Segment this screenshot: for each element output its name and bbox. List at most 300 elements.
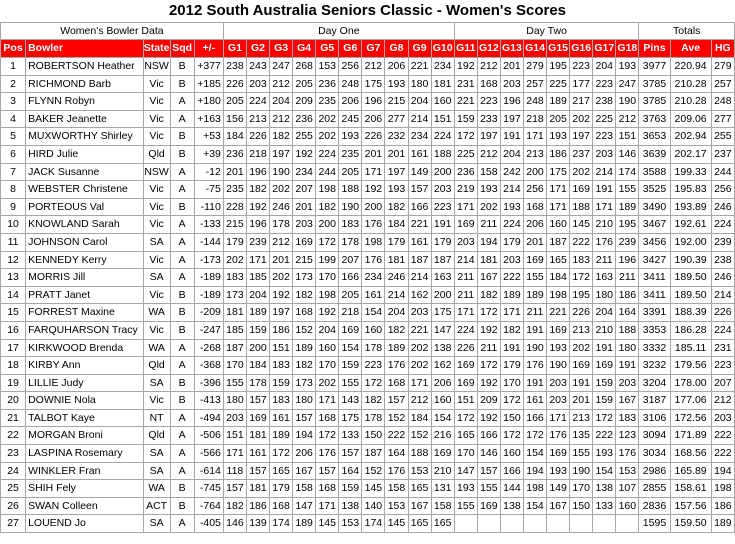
table-cell: 133 (593, 497, 616, 515)
table-cell: 163 (431, 269, 454, 287)
table-row (1, 181, 735, 199)
table-cell: 226 (711, 304, 734, 322)
table-cell: 242 (500, 163, 523, 181)
table-cell: 191 (523, 374, 546, 392)
table-cell: 147 (293, 497, 316, 515)
table-cell: 210.28 (670, 93, 711, 111)
table-cell: 154 (339, 339, 362, 357)
table-cell: 202 (316, 374, 339, 392)
table-cell: 190 (270, 163, 293, 181)
table-cell: 167 (547, 497, 570, 515)
table-cell: 3588 (639, 163, 670, 181)
table-cell: 180 (593, 286, 616, 304)
table-row (1, 58, 735, 76)
table-cell: 183 (570, 251, 593, 269)
table-cell: 200 (362, 198, 385, 216)
table-cell: 221 (408, 58, 431, 76)
table-cell (616, 515, 639, 533)
table-cell: 151 (431, 110, 454, 128)
table-cell: 192.00 (670, 233, 711, 251)
table-cell: SA (143, 233, 170, 251)
table-cell: 192 (246, 198, 269, 216)
table-cell: 192 (477, 409, 500, 427)
table-cell: 10 (1, 216, 26, 234)
table-cell: 154 (593, 462, 616, 480)
table-cell: 224 (246, 93, 269, 111)
table-cell: 139 (246, 515, 269, 533)
table-cell: 209 (477, 392, 500, 410)
table-cell: 201 (570, 392, 593, 410)
table-cell: 214 (593, 163, 616, 181)
table-cell: 187 (547, 233, 570, 251)
table-cell: 224 (500, 216, 523, 234)
table-cell: 159 (339, 480, 362, 498)
table-cell: B (170, 321, 194, 339)
table-cell: 174 (362, 515, 385, 533)
table-cell: 187 (362, 445, 385, 463)
table-cell: A (170, 93, 194, 111)
column-header: Pos (1, 40, 26, 58)
table-cell: LASPINA Rosemary (26, 445, 143, 463)
table-cell: 149 (408, 163, 431, 181)
table-cell: 174 (616, 163, 639, 181)
table-cell: 217 (570, 93, 593, 111)
table-cell: 189 (523, 286, 546, 304)
table-cell: +39 (194, 145, 223, 163)
table-cell: 145 (570, 216, 593, 234)
table-cell: 228 (223, 198, 246, 216)
table-cell: 244 (711, 163, 734, 181)
table-cell: 169 (431, 445, 454, 463)
table-cell: 193 (477, 181, 500, 199)
table-cell: 257 (523, 75, 546, 93)
table-cell: 9 (1, 198, 26, 216)
table-cell: -189 (194, 269, 223, 287)
table-cell: 176 (523, 357, 546, 375)
table-cell: -506 (194, 427, 223, 445)
table-cell: 197 (500, 110, 523, 128)
table-cell: 155 (477, 480, 500, 498)
table-cell: 201 (385, 145, 408, 163)
page-title: 2012 South Australia Seniors Classic - Women's Scores (168, 2, 567, 19)
table-cell: 223 (362, 357, 385, 375)
table-cell: 186 (270, 321, 293, 339)
table-cell: 225 (547, 75, 570, 93)
table-cell: 180 (408, 75, 431, 93)
table-cell: 191 (616, 357, 639, 375)
table-cell: 3034 (639, 445, 670, 463)
table-cell: 189 (616, 198, 639, 216)
table-cell: TALBOT Kaye (26, 409, 143, 427)
table-cell: 246 (385, 269, 408, 287)
table-cell: 157 (477, 462, 500, 480)
table-cell: 190 (547, 357, 570, 375)
table-cell: 4 (1, 110, 26, 128)
table-cell: -189 (194, 286, 223, 304)
table-cell: 201 (223, 163, 246, 181)
table-cell: 244 (316, 163, 339, 181)
table-cell: 202.17 (670, 145, 711, 163)
table-cell: 189 (385, 339, 408, 357)
table-row (1, 233, 735, 251)
table-cell: NSW (143, 58, 170, 76)
column-header: Pins (639, 40, 670, 58)
table-cell: 202 (270, 181, 293, 199)
table-cell: 192 (477, 321, 500, 339)
table-cell: 107 (616, 480, 639, 498)
table-cell: 1 (1, 58, 26, 76)
table-cell: 15 (1, 304, 26, 322)
table-cell: 3106 (639, 409, 670, 427)
table-cell: 209 (293, 93, 316, 111)
table-cell: 3977 (639, 58, 670, 76)
table-cell: 200 (246, 339, 269, 357)
table-cell: Vic (143, 251, 170, 269)
table-cell: 210.28 (670, 75, 711, 93)
table-cell: 194 (293, 427, 316, 445)
table-cell: 197 (270, 145, 293, 163)
table-cell: 221 (547, 304, 570, 322)
table-cell: 180 (616, 339, 639, 357)
table-cell: 176 (316, 445, 339, 463)
table-cell: 143 (339, 392, 362, 410)
table-row (1, 374, 735, 392)
table-cell: ACT (143, 497, 170, 515)
table-cell: 192 (293, 145, 316, 163)
table-cell: 167 (408, 497, 431, 515)
table-cell: 200 (316, 216, 339, 234)
table-cell: 198 (316, 181, 339, 199)
table-cell: 239 (711, 233, 734, 251)
table-cell: 155 (616, 181, 639, 199)
table-cell: 221 (408, 216, 431, 234)
table-cell: 169 (339, 321, 362, 339)
table-cell: 212 (477, 58, 500, 76)
table-cell: 169 (454, 216, 477, 234)
table-cell: A (170, 216, 194, 234)
table-cell: 164 (385, 445, 408, 463)
table-cell: A (170, 357, 194, 375)
table-cell: B (170, 374, 194, 392)
table-cell: 169 (454, 357, 477, 375)
table-cell: 159.50 (670, 515, 711, 533)
table-cell: 171 (408, 374, 431, 392)
table-cell: 185.11 (670, 339, 711, 357)
table-cell: 186 (246, 497, 269, 515)
table-cell: 152 (362, 462, 385, 480)
table-cell: 214 (408, 269, 431, 287)
table-cell: 218 (523, 110, 546, 128)
table-cell: Vic (143, 75, 170, 93)
table-cell (570, 515, 593, 533)
table-cell: A (170, 163, 194, 181)
column-header: G14 (523, 40, 546, 58)
table-row (1, 515, 735, 533)
table-cell: 184 (246, 357, 269, 375)
column-header: G17 (593, 40, 616, 58)
table-cell: FARQUHARSON Tracy (26, 321, 143, 339)
table-cell: 234 (362, 269, 385, 287)
table-cell: 179 (500, 357, 523, 375)
table-cell: -413 (194, 392, 223, 410)
table-cell: 201 (500, 58, 523, 76)
table-cell: 203 (223, 409, 246, 427)
table-row (1, 286, 735, 304)
table-cell: Vic (143, 216, 170, 234)
table-cell: 164 (616, 304, 639, 322)
table-cell: 171 (500, 304, 523, 322)
table-cell: 202 (223, 251, 246, 269)
table-cell: 236 (316, 75, 339, 93)
table-cell: KIRKWOOD Brenda (26, 339, 143, 357)
table-cell: 171 (593, 198, 616, 216)
table-cell: 3411 (639, 269, 670, 287)
table-cell (500, 515, 523, 533)
table-cell: 184 (408, 409, 431, 427)
table-cell: 8 (1, 181, 26, 199)
table-cell: 203 (547, 374, 570, 392)
table-cell: 198 (316, 286, 339, 304)
table-cell: 138 (500, 497, 523, 515)
table-cell: 159 (339, 357, 362, 375)
table-cell: 238 (223, 58, 246, 76)
table-cell: 182 (477, 286, 500, 304)
table-cell: 277 (711, 110, 734, 128)
table-cell: B (170, 286, 194, 304)
table-cell: 193 (547, 128, 570, 146)
table-cell: 181 (246, 427, 269, 445)
table-cell: 168 (316, 409, 339, 427)
table-cell: 179.56 (670, 357, 711, 375)
table-cell: 169 (477, 497, 500, 515)
table-cell: 182 (293, 357, 316, 375)
table-cell: 165 (547, 251, 570, 269)
table-cell: 166 (477, 427, 500, 445)
table-cell: 146 (223, 515, 246, 533)
table-cell: 195 (570, 286, 593, 304)
table-cell: 159 (454, 110, 477, 128)
table-cell: 189.50 (670, 286, 711, 304)
table-cell: 222 (500, 269, 523, 287)
table-cell: 135 (570, 427, 593, 445)
table-cell: 19 (1, 374, 26, 392)
table-cell: 212 (362, 58, 385, 76)
table-row (1, 216, 735, 234)
table-cell: 279 (523, 58, 546, 76)
table-cell: 165.89 (670, 462, 711, 480)
table-cell: B (170, 480, 194, 498)
table-cell: KIRBY Ann (26, 357, 143, 375)
table-cell: 211 (454, 286, 477, 304)
table-cell: DOWNIE Nola (26, 392, 143, 410)
table-cell: LOUEND Jo (26, 515, 143, 533)
table-cell: 204 (316, 321, 339, 339)
table-cell: +53 (194, 128, 223, 146)
table-cell: 149 (547, 480, 570, 498)
table-cell: 166 (408, 198, 431, 216)
table-cell: 26 (1, 497, 26, 515)
table-cell: 178.00 (670, 374, 711, 392)
table-cell: WA (143, 480, 170, 498)
table-cell: 215 (385, 93, 408, 111)
table-cell: 159 (270, 374, 293, 392)
table-cell: 181 (385, 251, 408, 269)
table-cell: 165 (408, 515, 431, 533)
group-day-two: Day Two (454, 23, 639, 40)
table-cell: 193.89 (670, 198, 711, 216)
table-cell: 176 (385, 357, 408, 375)
table-cell: 170 (454, 445, 477, 463)
table-cell: 177.06 (670, 392, 711, 410)
table-cell: 182 (293, 286, 316, 304)
table-cell: 27 (1, 515, 26, 533)
table-cell: 191 (523, 321, 546, 339)
table-cell: 214 (408, 110, 431, 128)
table-cell: 138 (593, 480, 616, 498)
table-cell: 3639 (639, 145, 670, 163)
table-cell: 21 (1, 409, 26, 427)
table-cell: 153 (316, 58, 339, 76)
table-cell: -144 (194, 233, 223, 251)
table-cell: 168 (316, 480, 339, 498)
table-cell: 246 (711, 198, 734, 216)
table-cell: 200 (523, 163, 546, 181)
table-cell: 205 (339, 286, 362, 304)
table-cell: 123 (616, 427, 639, 445)
table-cell: -745 (194, 480, 223, 498)
table-cell: Vic (143, 181, 170, 199)
table-cell: 172 (270, 445, 293, 463)
table-cell: 182 (500, 321, 523, 339)
table-cell: 3391 (639, 304, 670, 322)
table-cell: B (170, 198, 194, 216)
column-header: G9 (408, 40, 431, 58)
table-cell: 164 (339, 462, 362, 480)
table-cell: 150 (570, 497, 593, 515)
table-cell: 145 (316, 515, 339, 533)
table-cell: 226 (570, 304, 593, 322)
table-cell: 3525 (639, 181, 670, 199)
table-cell: 165 (408, 480, 431, 498)
table-cell: 155 (454, 497, 477, 515)
table-cell: -405 (194, 515, 223, 533)
table-cell: NSW (143, 163, 170, 181)
table-cell: 232 (385, 128, 408, 146)
table-cell: 184 (223, 128, 246, 146)
table-cell: 257 (711, 75, 734, 93)
table-cell: 211 (477, 216, 500, 234)
table-cell: 169 (593, 357, 616, 375)
table-cell: 193 (593, 445, 616, 463)
table-cell: 184 (385, 216, 408, 234)
table-row (1, 251, 735, 269)
table-cell: 239 (616, 233, 639, 251)
table-cell: 199 (316, 251, 339, 269)
table-cell: 154 (523, 497, 546, 515)
table-cell: 160 (431, 392, 454, 410)
table-cell: 203 (293, 216, 316, 234)
table-cell: 256 (523, 181, 546, 199)
table-cell: 238 (593, 93, 616, 111)
table-cell: 3427 (639, 251, 670, 269)
table-cell: 194 (711, 462, 734, 480)
table-cell: 212 (408, 392, 431, 410)
table-cell: 169 (523, 251, 546, 269)
table-cell: SHIH Fely (26, 480, 143, 498)
table-cell: 212 (270, 233, 293, 251)
table-cell: ROBERTSON Heather (26, 58, 143, 76)
table-cell: 247 (270, 58, 293, 76)
table-cell: 3353 (639, 321, 670, 339)
table-cell: A (170, 181, 194, 199)
table-cell: 150 (500, 409, 523, 427)
table-cell: 171 (547, 409, 570, 427)
table-cell: 222 (711, 445, 734, 463)
table-cell: 191 (593, 339, 616, 357)
table-cell: 157.56 (670, 497, 711, 515)
table-cell: 211 (454, 269, 477, 287)
table-cell: 169 (454, 374, 477, 392)
table-cell: 170 (223, 357, 246, 375)
table-cell: 201 (523, 233, 546, 251)
table-cell: 169 (570, 357, 593, 375)
table-cell: 151 (223, 427, 246, 445)
table-cell: 140 (362, 497, 385, 515)
table-cell: 181 (477, 251, 500, 269)
table-cell: 152 (385, 409, 408, 427)
table-cell: 172 (593, 409, 616, 427)
table-cell: WA (143, 339, 170, 357)
scores-body (1, 58, 735, 533)
table-cell: BAKER Jeanette (26, 110, 143, 128)
table-cell: 194 (523, 462, 546, 480)
table-cell: A (170, 233, 194, 251)
table-cell: 193 (547, 339, 570, 357)
table-cell: 151 (616, 128, 639, 146)
table-cell: 213 (570, 321, 593, 339)
table-cell: 222 (711, 427, 734, 445)
table-cell: 182 (362, 392, 385, 410)
table-cell: 183 (339, 216, 362, 234)
table-cell: 191 (431, 216, 454, 234)
table-cell: 153 (339, 515, 362, 533)
table-cell: 157 (223, 480, 246, 498)
table-cell: 154 (431, 409, 454, 427)
table-cell: 210 (593, 216, 616, 234)
table-cell: 150 (362, 427, 385, 445)
table-cell: 231 (454, 75, 477, 93)
table-cell: 12 (1, 251, 26, 269)
table-cell: 204 (408, 93, 431, 111)
table-cell: 192 (477, 374, 500, 392)
table-row (1, 339, 735, 357)
table-cell: 205 (547, 110, 570, 128)
table-cell: 178 (339, 233, 362, 251)
table-cell: 159 (593, 374, 616, 392)
table-cell: 224 (431, 128, 454, 146)
table-cell: 248 (523, 93, 546, 111)
column-header: State (143, 40, 170, 58)
table-cell: 234 (408, 128, 431, 146)
table-cell: 205 (339, 163, 362, 181)
table-cell: 172 (523, 427, 546, 445)
table-cell: 169 (547, 321, 570, 339)
table-cell: 147 (454, 462, 477, 480)
table-cell: 3467 (639, 216, 670, 234)
table-cell: A (170, 110, 194, 128)
table-cell: 182 (385, 198, 408, 216)
table-cell: 201 (270, 251, 293, 269)
